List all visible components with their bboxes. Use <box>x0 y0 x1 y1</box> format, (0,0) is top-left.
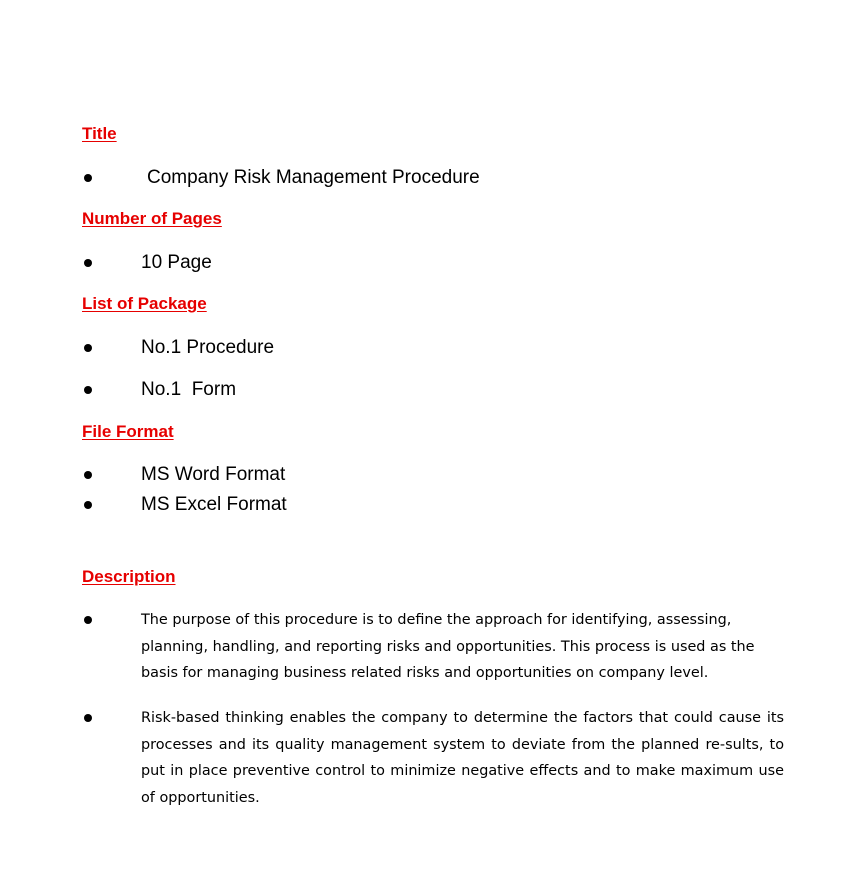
bullet-icon <box>84 386 92 394</box>
description-item <box>82 607 784 691</box>
bullet-icon <box>84 174 92 182</box>
format-item-text: MS Excel Format <box>141 494 287 515</box>
bullet-icon <box>84 344 92 352</box>
format-item <box>82 464 782 488</box>
bullet-icon <box>84 714 92 722</box>
package-item-text: No.1 Form <box>141 379 237 400</box>
format-item <box>82 494 782 518</box>
title-heading: Title <box>82 124 117 143</box>
description-heading: Description <box>82 567 176 586</box>
pages-heading: Number of Pages <box>82 209 222 228</box>
bullet-icon <box>84 471 92 479</box>
description-paragraph: The purpose of this procedure is to define the approach for identifying, assessing, planning, handling, and reporting risks and opportunities. This process is used as the basis for managing business related risks and opportunities on company level. <box>141 612 755 681</box>
package-heading: List of Package <box>82 294 207 313</box>
package-item-text: No.1 Procedure <box>141 337 275 358</box>
description-paragraph: Risk-based thinking enables the company to determine the factors that could cause its processes and its quality management system to deviate from the planned re-sults, to put in place preventive control to minimize negative effects and to make maximum use of opportunities. <box>141 710 784 806</box>
title-item <box>82 167 782 191</box>
bullet-icon <box>84 259 92 267</box>
bullet-icon <box>84 501 92 509</box>
title-item-text: Company Risk Management Procedure <box>147 167 480 188</box>
format-item-text: MS Word Format <box>141 464 286 485</box>
format-heading: File Format <box>82 422 174 441</box>
description-item <box>82 705 784 815</box>
pages-item <box>82 252 782 276</box>
pages-item-text: 10 Page <box>141 252 212 273</box>
bullet-icon <box>84 616 92 624</box>
package-item <box>82 379 782 403</box>
package-item <box>82 337 782 361</box>
